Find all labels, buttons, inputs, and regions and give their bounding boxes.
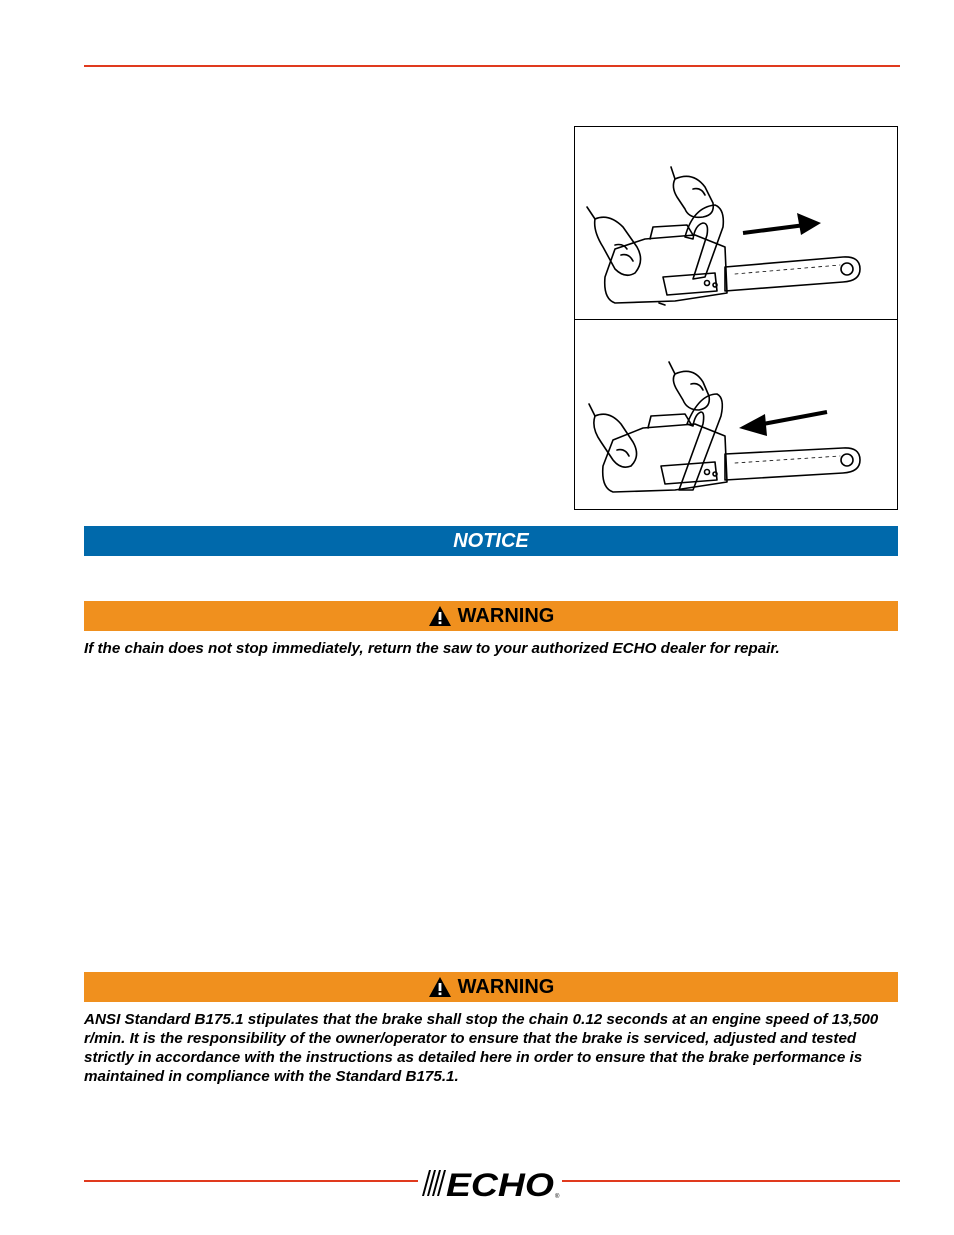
figure-panel-bottom	[575, 320, 897, 509]
warning-text: ANSI Standard B175.1 stipulates that the brake shall stop the chain 0.12 seconds at an engine speed of 13,500 r/min. It is the responsibility of the owner/operator to ensure that the brake is serviced, adjusted and tested strictly in accordance with the instructions as detailed here in order to ensure that the brake performance is maintained in compliance with the Standard B175.1.	[84, 1011, 879, 1085]
svg-text:®: ®	[555, 1194, 560, 1200]
figure-panel-top	[575, 127, 897, 320]
footer-rule-left	[84, 1180, 418, 1182]
warning-triangle-icon	[428, 976, 452, 998]
notice-label: NOTICE	[453, 529, 529, 552]
echo-logo-mark	[418, 1166, 562, 1200]
warning-label: WARNING	[457, 604, 555, 627]
warning-text: If the chain does not stop immediately, return the saw to your authorized ECHO dealer for repair.	[84, 640, 780, 657]
echo-logo	[418, 1166, 562, 1200]
chainsaw-brake-push-forward-illustration	[575, 127, 897, 319]
warning-triangle-icon	[428, 605, 452, 627]
svg-text:ECHO: ECHO	[446, 1167, 555, 1200]
footer-rule-right	[562, 1180, 900, 1182]
header-rule	[84, 65, 900, 67]
warning-banner	[84, 601, 898, 631]
chainsaw-brake-pull-back-illustration	[575, 320, 897, 509]
notice-banner	[84, 526, 898, 556]
warning-banner	[84, 972, 898, 1002]
warning-label: WARNING	[457, 975, 555, 998]
brake-figure	[574, 126, 898, 510]
